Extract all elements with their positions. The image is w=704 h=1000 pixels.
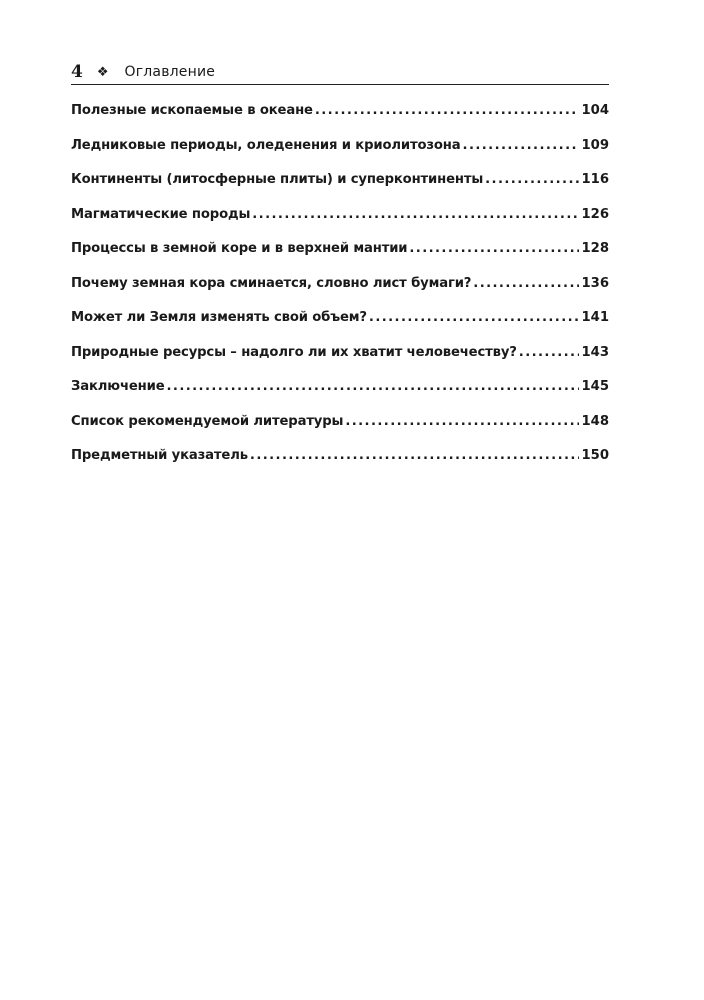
- toc-entry-page: 143: [581, 344, 609, 360]
- toc-entry-title: Магматические породы: [71, 206, 251, 222]
- toc-entry[interactable]: [71, 376, 609, 411]
- toc-entry[interactable]: [71, 135, 609, 170]
- table-of-contents: [71, 100, 609, 480]
- toc-entry-title: Природные ресурсы – надолго ли их хватит человечеству?: [71, 344, 517, 360]
- toc-entry-page: 150: [581, 448, 609, 463]
- toc-entry-page: 128: [581, 241, 609, 256]
- dot-leader: [519, 343, 580, 363]
- toc-entry-page: 141: [581, 310, 609, 325]
- toc-entry-page: 126: [581, 206, 609, 222]
- dot-leader: [463, 136, 580, 156]
- toc-entry-title: Полезные ископаемые в океане: [71, 103, 313, 118]
- toc-entry[interactable]: [71, 445, 609, 480]
- dot-leader: [345, 412, 579, 432]
- toc-entry[interactable]: [71, 307, 609, 342]
- toc-entry-page: 136: [581, 275, 609, 291]
- dot-leader: [369, 308, 580, 328]
- section-title: Оглавление: [124, 64, 216, 80]
- dot-leader: [252, 205, 579, 225]
- toc-entry-title: Почему земная кора сминается, словно лист бумаги?: [71, 275, 472, 291]
- running-header: [71, 60, 609, 85]
- toc-entry-title: Может ли Земля изменять свой объем?: [71, 310, 367, 325]
- dot-leader: [473, 274, 579, 294]
- toc-entry-page: 109: [581, 137, 609, 153]
- toc-entry-page: 148: [581, 413, 609, 429]
- toc-entry-page: 116: [581, 172, 609, 187]
- toc-entry[interactable]: [71, 169, 609, 204]
- dot-leader: [409, 239, 579, 259]
- dot-leader: [250, 446, 580, 466]
- toc-entry[interactable]: [71, 411, 609, 446]
- toc-entry-title: Список рекомендуемой литературы: [71, 413, 344, 429]
- toc-entry[interactable]: [71, 238, 609, 273]
- toc-entry-title: Предметный указатель: [71, 448, 248, 463]
- toc-entry-title: Процессы в земной коре и в верхней мантии: [71, 241, 408, 256]
- dot-leader: [315, 101, 580, 121]
- toc-entry[interactable]: [71, 204, 609, 239]
- dot-leader: [167, 377, 580, 397]
- toc-entry-title: Ледниковые периоды, оледенения и криолитозона: [71, 137, 461, 153]
- page-number: 4: [71, 61, 83, 82]
- dot-leader: [485, 170, 579, 190]
- toc-entry-title: Заключение: [71, 379, 165, 394]
- toc-entry-page: 145: [581, 379, 609, 394]
- toc-entry-page: 104: [581, 103, 609, 118]
- toc-entry-title: Континенты (литосферные плиты) и суперконтиненты: [71, 172, 484, 187]
- toc-entry[interactable]: [71, 342, 609, 377]
- ornament-icon: ❖: [96, 64, 109, 80]
- toc-entry[interactable]: [71, 273, 609, 308]
- toc-entry[interactable]: [71, 100, 609, 135]
